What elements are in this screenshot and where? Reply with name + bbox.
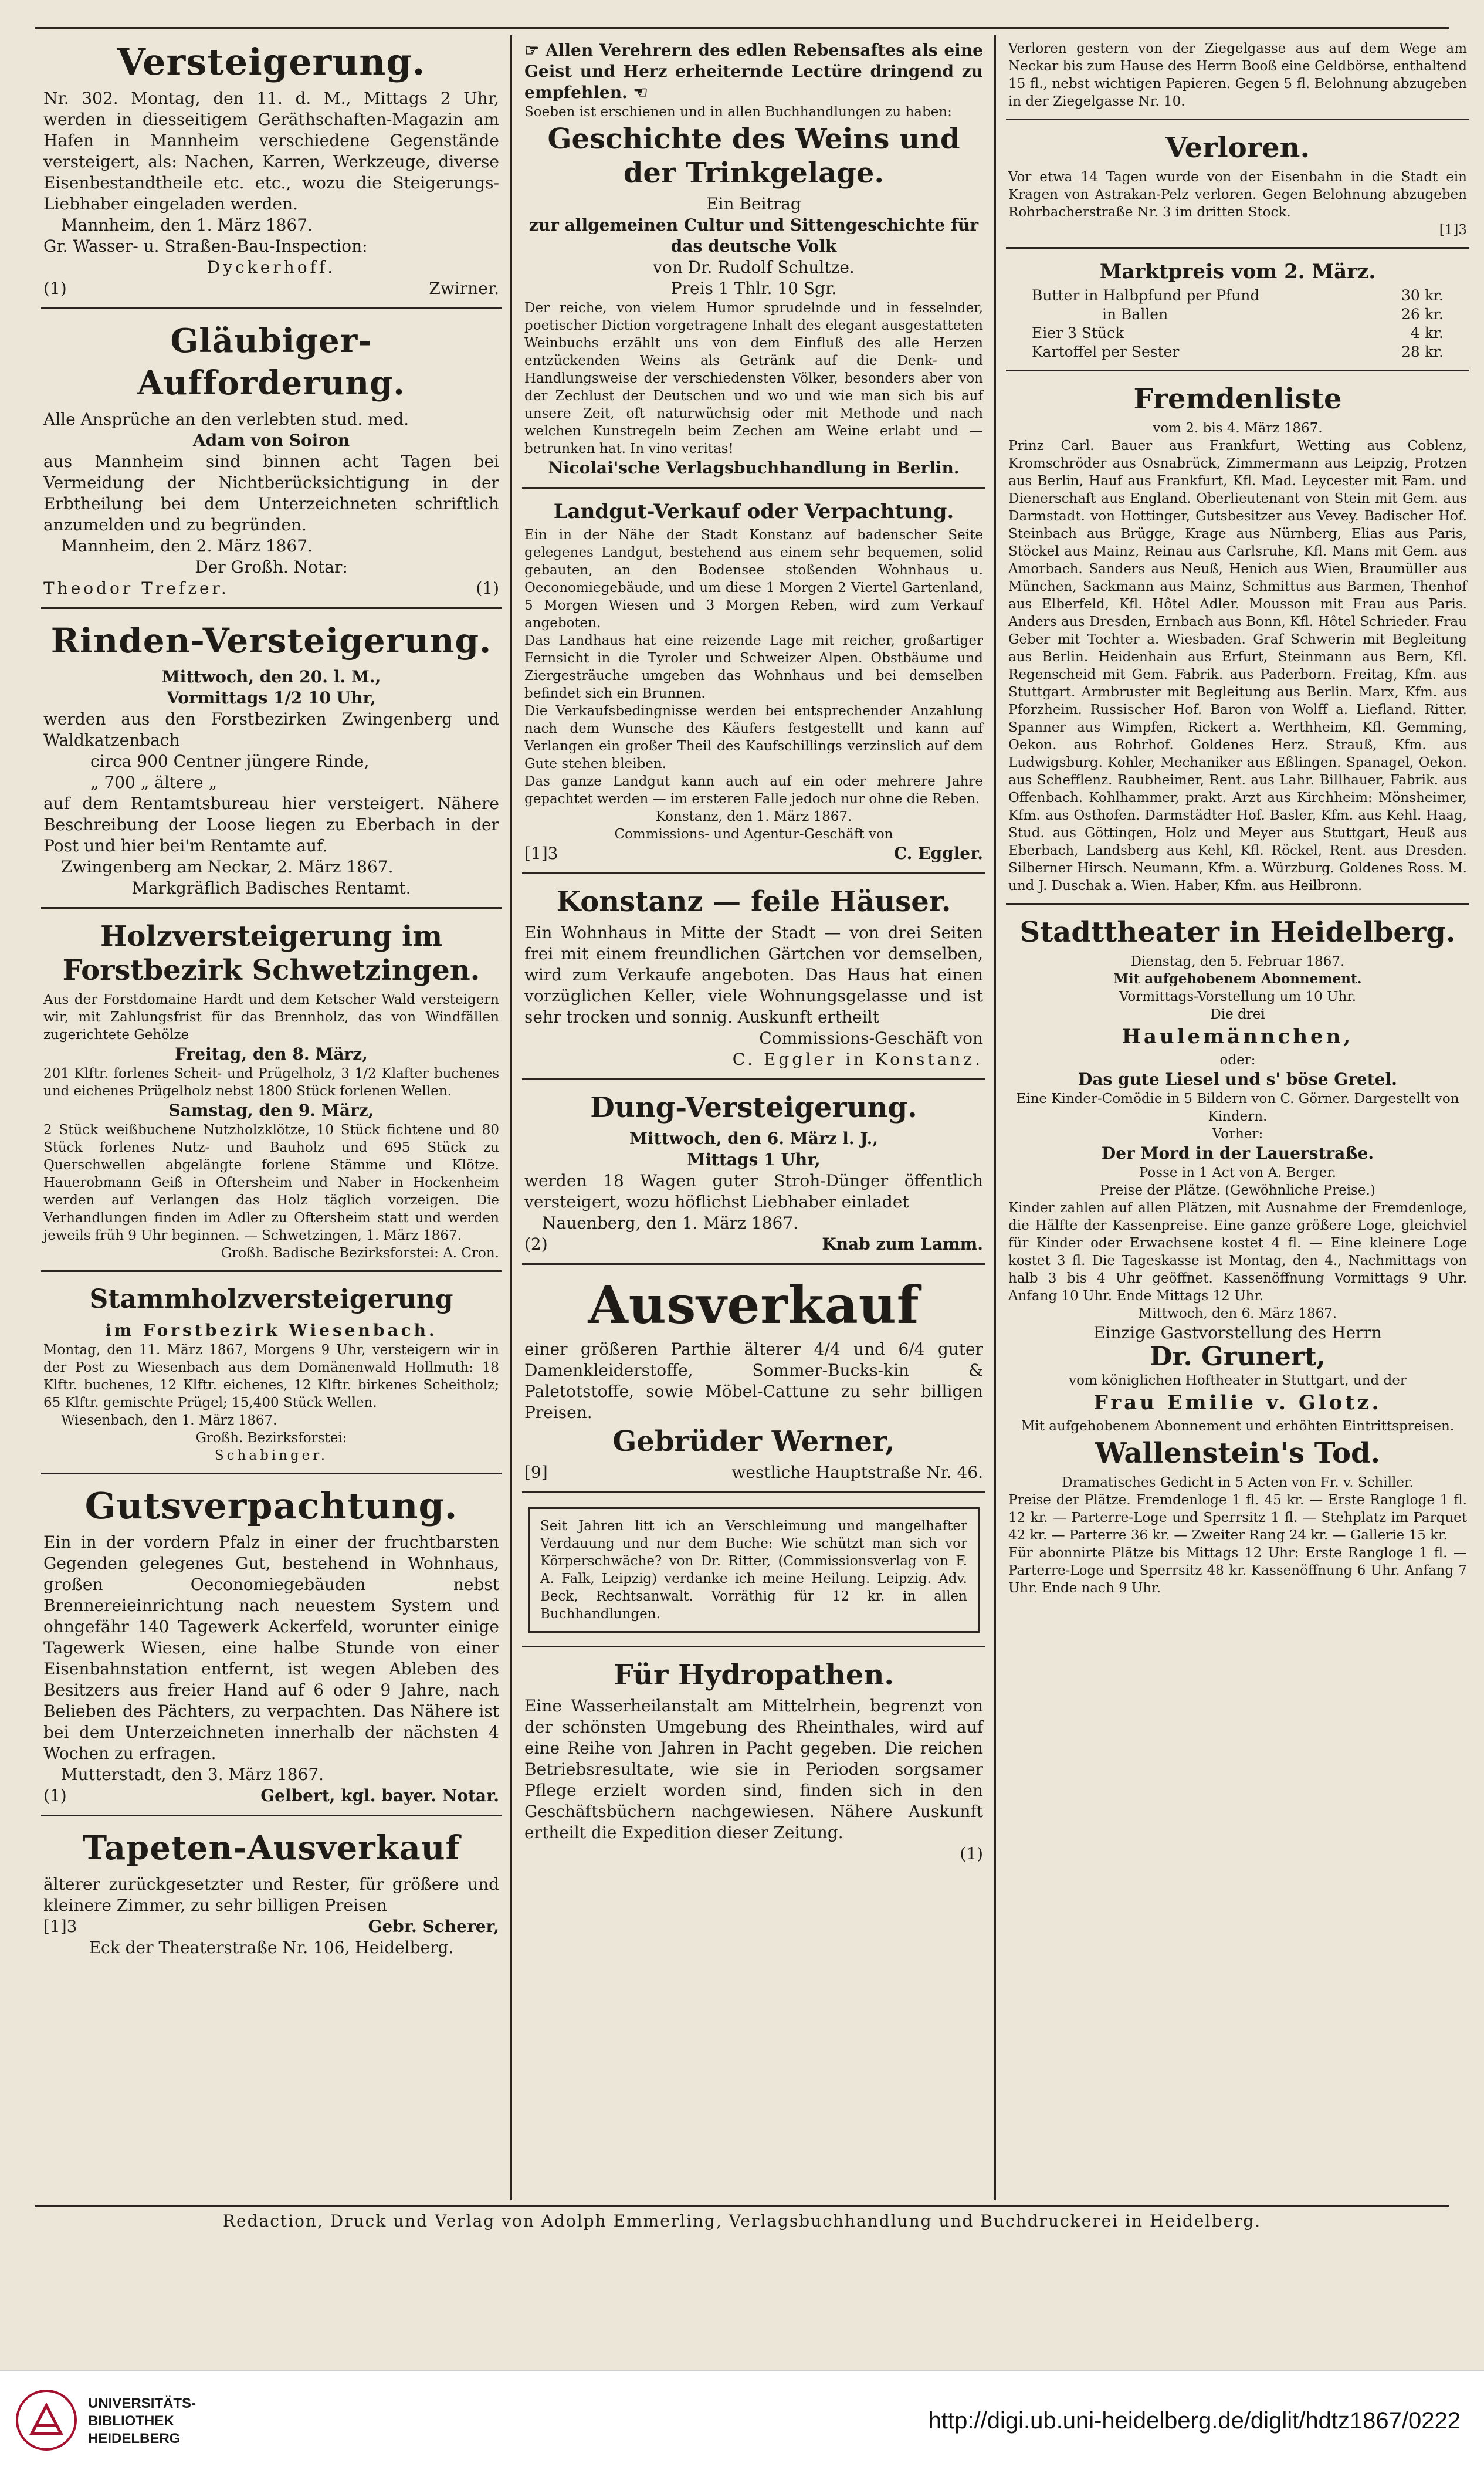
ad-body: Montag, den 11. März 1867, Morgens 9 Uhr, versteigern wir in der Post zu Wiesenbach aus dem Domänenwald Hollmuth: 18 Klftr. buchenes, 12 Klftr. eichenes, 12 Klftr. birkenes Scheitholz; 65 Klftr. gemischte Prügel; 15,400 Stück Wellen. (43, 1342, 499, 1410)
ad-body: werden 18 Wagen guter Stroh-Dünger öffentlich versteigert, wozu höflichst Liebhaber einladet (524, 1171, 983, 1212)
ad-publisher: Nicolai'sche Verlagsbuchhandlung in Berlin. (548, 458, 960, 478)
library-name-line: HEIDELBERG (88, 2431, 181, 2447)
show-note: Vormittags-Vorstellung um 10 Uhr. (1119, 989, 1357, 1004)
play-title: Der Mord in der Lauerstraße. (1101, 1143, 1374, 1163)
performer-name: Frau Emilie v. Glotz. (1093, 1391, 1382, 1415)
ad-number: (1) (960, 1844, 983, 1863)
boxed-notice (528, 1507, 980, 1633)
ad-signature: Theodor Trefzer. (43, 578, 229, 598)
ad-time: Vormittags 1/2 10 Uhr, (167, 688, 376, 708)
ad-title: Verloren. (1165, 131, 1310, 164)
ad-stammholz (41, 1277, 502, 1474)
guest-list: Prinz Carl. Bauer aus Frankfurt, Wetting aus Coblenz, Kromschröder aus Osnabrück, Zimmermann aus Leipzig, Protzen aus Berlin, Hauf aus Frankfurt, Kfl. Mad. Leycester mit Fam. und Dienerschaft aus England. Oberlieutenant von Stein mit Gem. aus Darmstadt. von Hottinger, Gutsbesitzer aus Vevey. Badischer Hof. Steinbach aus Brügge, Krage aus Nürnberg, Elias aus Paris, Stöckel aus Mainz, Reinau aus Carlsruhe, Kfl. Mans mit Gem. aus Amorbach. Sanders aus Neuß, Henich aus Wien, Braumüller aus München, Sackmann aus Mainz, Schmittus aus Barmen, Thenhof aus Elberfeld, Kfl. Hôtel Adler. Mousson mit Frau aus Paris. Anders aus Dresden, Ernbach aus Bonn, Kfl. Hôtel Schrieder. Frau Geber mit Tochter a. Wiesbaden. Graf Schwerin mit Begleitung aus Berlin. Heidenhain aus Erfurt, Steinmann aus Bern, Kfl. Regenscheid mit Gem. Fabrik. aus Paderborn. Freitag, Kfm. aus Stuttgart. Armbruster mit Begleitung aus Berlin. Marx, Kfm. aus Pforzheim. Russischer Hof. Baron von Wolff a. Liefland. Ritter. Spanner aus Wimpfen, Rickert a. Werthheim, Kfl. Gemming, Oekon. aus Rohrhof. Goldenes Herz. Strauß, Kfm. aus Ludwigsburg. Kohler, Mechaniker aus Eßlingen. Spanagel, Oekon. aus Schefflenz. Raubheimer, Rent. aus Lahr. Billhauer, Fabrik. aus Offenbach. Kohlhammer, prakt. Arzt aus Kirchheim: Mönsheimer, Kfm. aus Osthofen. Darmstädter Hof. Basler, Kfm. aus Kehl. Haag, Stud. aus Göttingen, Holz und Meyer aus Stuttgart, Heuß aus Eberbach, Landsberg aus Kehl, Kfl. Röckel, Rent. aus Dresden. Silberner Hirsch. Neumann, Kfm. a. Würzburg. Goldenes Ross. M. und J. Duschak a. Wien. Haber, Kfm. aus Heilbronn. (1008, 438, 1467, 894)
performer-name: Dr. Grunert, (1150, 1342, 1326, 1372)
column-divider (994, 35, 996, 2200)
show-note: Mit aufgehobenem Abonnement. (1113, 971, 1362, 987)
show-date: Mittwoch, den 6. März 1867. (1138, 1306, 1337, 1321)
ad-signature: Schabinger. (214, 1448, 328, 1463)
ad-body: Verloren gestern von der Ziegelgasse aus auf dem Wege am Neckar bis zum Hause des Herrn Booß eine Geldbörse, enthaltend 15 fl., nebst wichtigen Papieren. Gegen 5 fl. Belohnung abzugeben in der Ziegelgasse Nr. 10. (1008, 41, 1467, 109)
column-right (1006, 35, 1469, 2200)
ad-item: „ 700 „ ältere „ (90, 773, 217, 792)
ad-time: Mittags 1 Uhr, (687, 1150, 821, 1169)
ad-subtitle: zur allgemeinen Cultur und Sittengeschichte für das deutsche Volk (528, 215, 979, 256)
ad-signature: Knab zum Lamm. (822, 1234, 983, 1254)
market-prices (1006, 253, 1469, 371)
price-row (1008, 286, 1467, 305)
ad-verloren-kragen (1006, 125, 1469, 249)
ad-place: Mutterstadt, den 3. März 1867. (61, 1765, 324, 1784)
ad-place: Mannheim, den 2. März 1867. (61, 536, 313, 556)
ad-title: Versteigerung. (117, 40, 426, 83)
university-library-logo-icon (14, 2388, 79, 2452)
show-note: Die drei (1210, 1007, 1265, 1022)
ad-number: (1) (43, 1786, 67, 1805)
play-description: Posse in 1 Act von A. Berger. (1139, 1165, 1337, 1180)
ad-number: (1) (476, 578, 499, 598)
ad-body: 201 Klftr. forlenes Scheit- und Prügelholz, 3 1/2 Klafter buchenes und eichenes Prügelholz nebst 1800 Stück forlenen Wellen. (43, 1066, 499, 1099)
ad-headline: ☞ Allen Verehrern des edlen Rebensaftes als eine Geist und Herz erheiternde Lectüre dringend zu empfehlen. ☜ (524, 40, 983, 102)
ad-title: Geschichte des Weins und der Trinkgelage. (547, 123, 960, 190)
ad-title: Holzversteigerung im Forstbezirk Schwetzingen. (62, 920, 480, 987)
ad-date: Samstag, den 9. März, (168, 1101, 374, 1120)
ad-konstanz (522, 879, 985, 1080)
fremdenliste (1006, 376, 1469, 905)
library-bar (0, 2370, 1484, 2470)
library-name (88, 2395, 196, 2448)
ad-office: Der Großh. Notar: (195, 557, 348, 577)
top-rule (35, 27, 1449, 29)
ad-title: Gutsverpachtung. (84, 1484, 458, 1527)
library-name-line: UNIVERSITÄTS- (88, 2395, 196, 2411)
ad-title: Konstanz — feile Häuser. (556, 885, 951, 918)
ad-place: Mannheim, den 1. März 1867. (61, 215, 313, 235)
ad-dung (522, 1085, 985, 1265)
ad-number: [1]3 (524, 844, 558, 863)
ad-title: Stammholzversteigerung (89, 1284, 453, 1314)
play-title: Wallenstein's Tod. (1095, 1437, 1381, 1470)
ad-number: (2) (524, 1234, 548, 1254)
ad-body: Das Landhaus hat eine reizende Lage mit reicher, großartiger Fernsicht in die Tyroler und Schweizer Alpen. Obstbäume und Ziergesträuche umgeben das Wohnhaus und bei demselben befindet sich ein Brunnen. (524, 633, 983, 701)
stadttheater (1006, 909, 1469, 1605)
prices-body: Preise der Plätze. Fremdenloge 1 fl. 45 kr. — Erste Rangloge 1 fl. 12 kr. — Parterre-Loge und Sperrsitz 1 fl. — Stehplatz im Parquet 42 kr. — Parterre 36 kr. — Zweiter Rang 24 kr. — Gallerie 15 kr. (1008, 1493, 1467, 1543)
ad-author: von Dr. Rudolf Schultze. (653, 258, 855, 277)
ad-body: aus Mannheim sind binnen acht Tagen bei Vermeidung der Nichtberücksichtigung in der Erbtheilung bei dem Unterzeichneten schriftlich anzumelden und zu begründen. (43, 452, 499, 534)
price-value: 4 kr. (1410, 324, 1444, 341)
price-row (1008, 324, 1467, 343)
price-value: 26 kr. (1401, 306, 1444, 323)
ad-holzversteigerung (41, 913, 502, 1272)
play-title: Das gute Liesel und s' böse Gretel. (1078, 1070, 1397, 1089)
ad-verloren-boerse (1006, 35, 1469, 120)
ad-body: Nr. 302. Montag, den 11. d. M., Mittags 2 Uhr, werden in diesseitigem Geräthschaften-Magazin am Hafen in Mannheim verschiedene Gegenstände versteigert, als: Nachen, Karren, Werkzeuge, diverse Eisenbestandtheile etc. etc., wozu die Steigerungs-Liebhaber eingeladen werden. (43, 89, 499, 214)
imprint: Redaction, Druck und Verlag von Adolph Emmerling, Verlagsbuchhandlung und Buchdruckerei in Heidelberg. (35, 2205, 1449, 2231)
price-row (1008, 343, 1467, 361)
ad-title: Dung-Versteigerung. (590, 1091, 917, 1124)
ad-tapeten (41, 1821, 502, 1967)
price-value: 28 kr. (1401, 343, 1444, 360)
ad-body: werden aus den Forstbezirken Zwingenberg und Waldkatzenbach (43, 709, 499, 750)
ad-office: Markgräflich Badisches Rentamt. (131, 878, 411, 898)
prices-heading: Preise der Plätze. (Gewöhnliche Preise.) (1100, 1183, 1375, 1198)
price-item: Eier 3 Stück (1032, 324, 1124, 341)
show-note: Einzige Gastvorstellung des Herrn (1093, 1323, 1382, 1342)
ad-person-name: Adam von Soiron (192, 431, 350, 450)
ad-landgut (522, 493, 985, 874)
ad-office: Großh. Bezirksforstei: (195, 1430, 347, 1446)
ad-title: Tapeten-Ausverkauf (82, 1829, 460, 1867)
play-title: Haulemännchen, (1122, 1025, 1354, 1048)
ad-number: [1]3 (43, 1917, 77, 1936)
price-item: Butter in Halbpfund per Pfund (1032, 287, 1260, 304)
ad-body: 2 Stück weißbuchene Nutzholzklötze, 10 Stück fichtene und 80 Stück forlenes Nutz- und Bauholz und 695 Stück zu Querschwellen abgelängte forlene Stämme und Klötze. Hauerobmann Geiß in Oftersheim und Naber in Hockenheim werden auf Verlangen das Holz täglich vorzeigen. Die Verhandlungen finden im Adler zu Oftersheim statt und werden jeweils früh 9 Uhr beginnen. — Schwetzingen, 1. März 1867. (43, 1122, 499, 1243)
ad-firm: Gebr. Scherer, (368, 1917, 499, 1936)
ad-signature: Gelbert, kgl. bayer. Notar. (260, 1786, 499, 1805)
ad-body: einer größeren Parthie älterer 4/4 und 6/4 guter Damenkleiderstoffe, Sommer-Bucks-kin & Paletotstoffe, sowie Möbel-Cattune zu sehr billigen Preisen. (524, 1339, 983, 1422)
ad-body: Alle Ansprüche an den verlebten stud. med. (43, 410, 409, 429)
price-item: in Ballen (1102, 306, 1168, 323)
price-table (1008, 286, 1467, 361)
price-item: Kartoffel per Sester (1032, 343, 1180, 360)
show-note: oder: (1219, 1053, 1256, 1068)
prices-body: Für abonnirte Plätze bis Mittags 12 Uhr: Erste Rangloge 1 fl. — Parterre-Loge und Sperrsitz 48 kr. Kassenöffnung 6 Uhr. Anfang 7 Uhr. Ende nach 9 Uhr. (1008, 1545, 1467, 1596)
ad-body: Ein in der Nähe der Stadt Konstanz auf badenscher Seite gelegenes Landgut, bestehend aus einem sehr bequemen, solid gebauten, an den Bodensee stoßenden Wohnhaus u. Oeconomiegebäude, und um diese 1 Morgen 2 Viertel Gartenland, 5 Morgen Wiesen und 3 Morgen Reben, wird zum Verkauf angeboten. (524, 527, 983, 631)
ad-subtitle: im Forstbezirk Wiesenbach. (105, 1321, 438, 1340)
ad-body: Ein Wohnhaus in Mitte der Stadt — von drei Seiten frei mit einem freundlichen Gärtchen vor demselben, wird zum Verkaufe angeboten. Das Haus hat einen vorzüglichen Keller, viele Wohnungsgelasse und ist sehr trocken und sonnig. Auskunft ertheilt (524, 923, 983, 1027)
ad-office: Commissions-Geschäft von (759, 1028, 983, 1048)
ad-subtitle: vom 2. bis 4. März 1867. (1153, 421, 1323, 436)
ad-price: Preis 1 Thlr. 10 Sgr. (670, 279, 837, 298)
ad-body: Aus der Forstdomaine Hardt und dem Ketscher Wald versteigern wir, mit Zahlungsfrist für das Brennholz, das von Windfällen zugerichtete Gehölze (43, 992, 499, 1043)
ad-gutsverpachtung (41, 1479, 502, 1816)
ad-number: (1) (43, 279, 67, 298)
ad-body: Das ganze Landgut kann auch auf ein oder mehrere Jahre gepachtet werden — im ersteren Falle jedoch nur ohne die Reben. (524, 774, 983, 807)
ad-body: Die Verkaufsbedingnisse werden bei entsprechender Anzahlung nach dem Wunsche des Käufers festgestellt und kann auf Verlangen ein großer Theil des Kaufschillings verzinslich auf dem Gute stehen bleiben. (524, 703, 983, 772)
play-description: Eine Kinder-Comödie in 5 Bildern von C. Görner. Dargestellt von Kindern. (1016, 1091, 1459, 1124)
ad-wein-buch (522, 35, 985, 489)
price-row (1008, 305, 1467, 324)
ad-place: Nauenberg, den 1. März 1867. (542, 1213, 799, 1233)
ad-signature: C. Eggler in Konstanz. (732, 1050, 983, 1069)
ad-place: Zwingenberg am Neckar, 2. März 1867. (61, 857, 394, 877)
ad-signature: Dyckerhoff. (206, 258, 336, 277)
ad-date: Mittwoch, den 6. März l. J., (629, 1129, 878, 1148)
ad-address: Eck der Theaterstraße Nr. 106, Heidelberg. (89, 1938, 454, 1957)
ad-office: Commissions- und Agentur-Geschäft von (614, 827, 893, 842)
column-divider (510, 35, 512, 2200)
show-note: Vorher: (1212, 1126, 1263, 1142)
ad-title: Fremdenliste (1133, 383, 1342, 415)
ad-date: Freitag, den 8. März, (175, 1044, 368, 1064)
ad-note: Soeben ist erschienen und in allen Buchhandlungen zu haben: (524, 104, 952, 120)
ad-body: Vor etwa 14 Tagen wurde von der Eisenbahn in die Stadt ein Kragen von Astrakan-Pelz verloren. Gegen Belohnung abzugeben Rohrbacherstraße Nr. 3 im dritten Stock. (1008, 170, 1467, 220)
show-date: Dienstag, den 5. Februar 1867. (1130, 954, 1345, 969)
ad-office: Großh. Badische Bezirksforstei: A. Cron. (221, 1246, 499, 1261)
ad-body: älterer zurückgesetzter und Rester, für größere und kleinere Zimmer, zu sehr billigen Preisen (43, 1875, 499, 1915)
ad-number: [9] (524, 1463, 548, 1482)
ad-title: Stadttheater in Heidelberg. (1019, 916, 1456, 949)
column-middle (522, 35, 985, 2200)
show-note: Mit aufgehobenem Abonnement und erhöhten Eintrittspreisen. (1021, 1419, 1455, 1434)
ad-hydropathen (522, 1652, 985, 1873)
ad-glaeubiger (41, 314, 502, 609)
ad-title: Ausverkauf (588, 1274, 920, 1335)
price-value: 30 kr. (1401, 287, 1444, 304)
prices-body: Kinder zahlen auf allen Plätzen, mit Ausnahme der Fremdenloge, die Hälfte der Kassenpreise. Eine ganze größere Loge, gleichviel für Kinder oder Erwachsene kostet 4 fl. — Eine kleinere Loge kostet 3 fl. Die Tageskasse ist Montag, den 4., Nachmittags von halb 3 bis 4 Uhr geöffnet. Kassenöffnung Vormittags 9 Uhr. Anfang 10 Uhr. Ende Mittags 12 Uhr. (1008, 1200, 1467, 1304)
ad-ausverkauf (522, 1270, 985, 1493)
ad-item: circa 900 Centner jüngere Rinde, (90, 752, 370, 771)
ad-body: Eine Wasserheilanstalt am Mittelrhein, begrenzt von der schönsten Umgebung des Rheinthales, wird auf eine Reihe von Jahren in Pacht gegeben. Die reichen Betriebsresultate, wie sie in Perioden sorgsamer Pflege erzielt worden sind, finden sich in den Geschäftsbüchern nachgewiesen. Nähere Auskunft ertheilt die Expedition dieser Zeitung. (524, 1696, 983, 1842)
ad-title: Gläubiger-Aufforderung. (137, 322, 405, 402)
ad-date: Mittwoch, den 20. l. M., (161, 667, 381, 686)
ad-office: Gr. Wasser- u. Straßen-Bau-Inspection: (43, 236, 368, 256)
ad-body: Ein in der vordern Pfalz in einer der fruchtbarsten Gegenden gelegenes Gut, bestehend in Wohnhaus, großen Oeconomiegebäuden nebst Brennereieinrichtung nach neuestem System und ohngefähr 140 Tagewerk Ackerfeld, worunter einige Tagewerk Wiesen, eine halbe Stunde von einer Eisenbahnstation entfernt, ist wegen Ableben des Besitzers aus freier Hand auf 6 oder 9 Jahre, nach Belieben des Pächters, zu verpachten. Das Nähere ist bei dem Unterzeichneten innerhalb der nächsten 4 Wochen zu erfragen. (43, 1532, 499, 1763)
library-name-line: BIBLIOTHEK (88, 2413, 174, 2429)
ad-versteigerung (41, 35, 502, 309)
ad-koerperschwaeche (522, 1498, 985, 1647)
ad-title: Marktpreis vom 2. März. (1099, 260, 1376, 283)
source-url[interactable]: http://digi.ub.uni-heidelberg.de/diglit/hdtz1867/0222 (928, 2408, 1461, 2434)
show-note: vom königlichen Hoftheater in Stuttgart, und der (1069, 1373, 1407, 1388)
ad-number: [1]3 (1439, 222, 1467, 238)
ad-signature: C. Eggler. (893, 844, 983, 863)
ad-title: Für Hydropathen. (613, 1659, 895, 1691)
ad-place: Wiesenbach, den 1. März 1867. (61, 1413, 277, 1428)
ad-subtitle: Ein Beitrag (706, 194, 801, 214)
ad-address: westliche Hauptstraße Nr. 46. (731, 1463, 983, 1482)
ad-signature: Zwirner. (429, 279, 499, 298)
ad-rinden (41, 614, 502, 909)
ad-title: Landgut-Verkauf oder Verpachtung. (553, 500, 954, 523)
ad-firm: Gebrüder Werner, (612, 1425, 895, 1458)
play-description: Dramatisches Gedicht in 5 Acten von Fr. v. Schiller. (1062, 1475, 1414, 1490)
ad-body: Seit Jahren litt ich an Verschleimung und mangelhafter Verdauung und nur dem Buche: Wie schützt man sich vor Körperschwäche? von Dr. Ritter, (Commissionsverlag von F. A. Falk, Leipzig) verdanke ich meine Heilung. Leipzig. Adv. Beck, Rechtsanwalt. Vorräthig für 12 kr. in allen Buchhandlungen. (540, 1518, 967, 1622)
ad-place: Konstanz, den 1. März 1867. (655, 809, 852, 824)
column-left (41, 35, 502, 2200)
ad-body: Der reiche, von vielem Humor sprudelnde und in fesselnder, poetischer Diction vorgetragene Inhalt des elegant ausgestatteten Weinbuchs erzählt uns von dem Einfluß des alle Herzen entzückenden Weins als Getränk auf die Denk- und Handlungsweise der verschiedensten Völker, besonders aber von der Zechlust der Deutschen und wo und wie man sich bis auf unsere Zeit, oft naturwüchsig oder mit Methode und nach welchen Kunstregeln beim Zechen am Weine erlabt und — betrunken hat. In vino veritas! (524, 300, 983, 456)
ad-body: auf dem Rentamtsbureau hier versteigert. Nähere Beschreibung der Loose liegen zu Eberbach in der Post und hier bei'm Rentamte auf. (43, 794, 499, 855)
ad-title: Rinden-Versteigerung. (50, 621, 492, 661)
